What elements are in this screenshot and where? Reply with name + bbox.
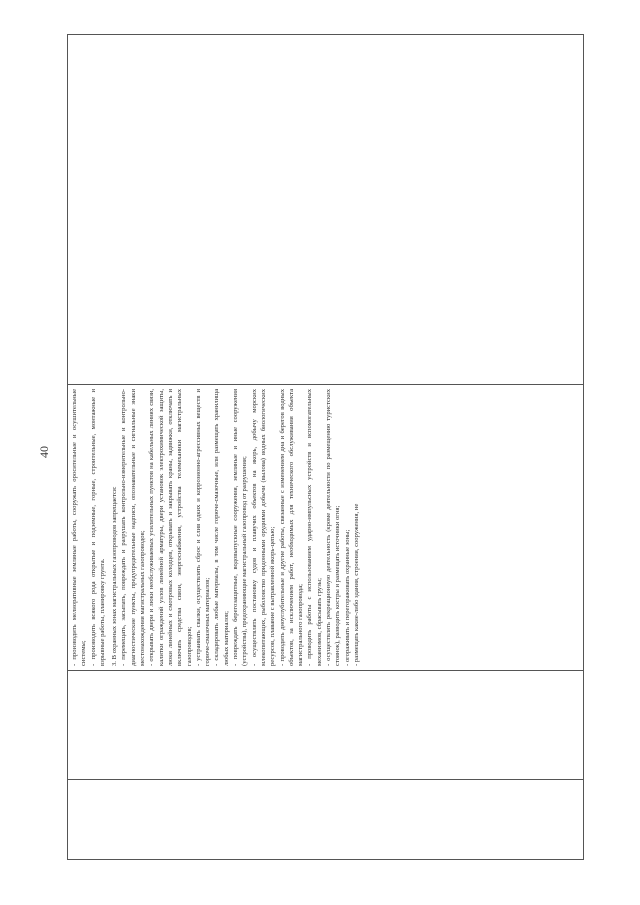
restrictions-table <box>67 34 584 860</box>
paragraph: - осуществлять постановку судов и плавучих объектов на якорь, добычу морских млекопитающих, рыболовство придонными орудиями добычи (вылова) водных биологических ресурсов, плавание с вытравленной якорь-цепью; <box>250 389 277 666</box>
restrictions-text <box>68 385 361 670</box>
paragraph: - проводить дноуглубительные и другие работы, связанные с изменением дна и берегов водных объектов, за исключением работ, необходимых для технического обслуживания объекта магистрального газопровода; <box>278 389 305 666</box>
section-heading: 3. В охранных зонах магистральных газопроводов запрещается: <box>111 486 119 666</box>
paragraph: - осуществлять рекреационную деятельность (кроме деятельности по размещению туристских стоянок), разводить костры и размещать источники огня; <box>325 389 342 666</box>
paragraph: - устраивать свалки, осуществлять сброс и слив едких и коррозионно-агрессивных веществ и горюче-смазочных материалов; <box>194 389 212 666</box>
table-cell-empty-4 <box>68 35 584 385</box>
paragraph: - производить мелиоративные земляные работы, сооружать оросительные и осушительные системы; <box>71 389 88 666</box>
table-cell-empty-2 <box>68 671 584 780</box>
paragraph: - производить всякого рода открытые и подземные, горные, строительные, монтажные и взрывные работы, планировку грунта. <box>89 389 106 666</box>
paragraph: - проводить работы с использованием ударно-импульсных устройств и вспомогательных механизмов, сбрасывать грузы; <box>306 389 323 666</box>
paragraph: - складировать любые материалы, в том числе горюче-смазочные, или размещать хранилища любых материалов; <box>213 389 230 666</box>
paragraph: - размещать какие-либо здания, строения, сооружения, не <box>352 503 360 666</box>
paragraph: - повреждать берегозащитные, водовыпускные сооружения, земляные и иные сооружения (устройства), предохраняющие магистральный газопровод от разрушения; <box>232 389 249 666</box>
table-cell-empty-1 <box>68 780 584 860</box>
paragraph: - открывать двери и люки необслуживаемых усилительных пунктов на кабельных линиях связи, калитки ограждений узлов линейной арматуры, двери установок электрохимической защиты, люки линейных и смотровых колодцев, открывать и закрывать краны, задвижки, отключать и включать средства связи, энергоснабжения, устройства телемеханики магистральных газопроводов; <box>148 389 193 666</box>
paragraph: - перемещать, засыпать, повреждать и разрушать контрольно-измерительные и контрольно-диагностические пункты, предупредительные надписи, опознавательные и сигнальные знаки местонахождения магистральных газопроводов; <box>120 389 147 666</box>
page-number: 40 <box>37 446 51 458</box>
paragraph: - огораживать и перегораживать охранные зоны; <box>343 529 351 666</box>
rotated-table-wrapper <box>67 34 584 860</box>
table-row <box>68 35 584 860</box>
table-cell-text <box>68 385 584 671</box>
